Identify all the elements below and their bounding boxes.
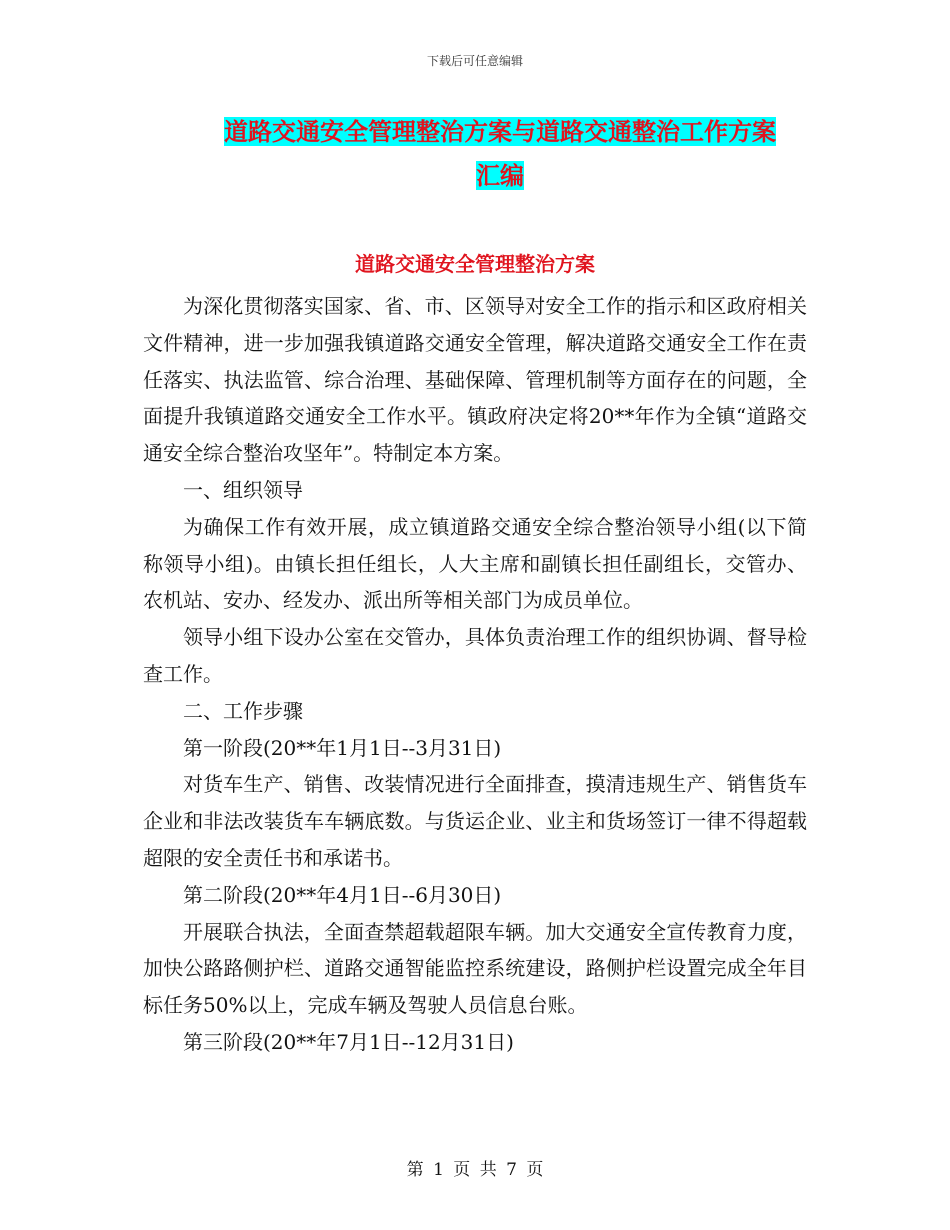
section-title: 道路交通安全管理整治方案 (355, 252, 595, 276)
stage-1-content: 对货车生产、销售、改装情况进行全面排查，摸清违规生产、销售货车企业和非法改装货车车辆底数。与货运企业、业主和货场签订一律不得超载超限的安全责任书和承诺书。 (143, 772, 807, 870)
stage-2-content: 开展联合执法，全面查禁超载超限车辆。加大交通安全宣传教育力度，加快公路路侧护栏、道路交通智能监控系统建设，路侧护栏设置完成全年目标任务50%以上，完成车辆及驾驶人员信息台账。 (143, 919, 807, 1018)
paragraph-intro: 为深化贯彻落实国家、省、市、区领导对安全工作的指示和区政府相关文件精神，进一步加强我镇道路交通安全管理，解决道路交通安全工作在责任落实、执法监管、综合治理、基础保障、管理机制等方面存在的问题，全面提升我镇道路交通安全工作水平。镇政府决定将20**年作为全镇“道路交通安全综合整治攻坚年”。特制定本方案。 (143, 294, 807, 466)
page-footer: 第 1 页 共 7 页 (406, 1160, 544, 1180)
document-title-line-1 (190, 112, 810, 152)
stage-2-heading: 第二阶段(20**年4月1日--6月30日) (183, 882, 502, 907)
paragraph-leading-group: 为确保工作有效开展，成立镇道路交通安全综合整治领导小组(以下简称领导小组)。由镇长担任组长，人大主席和副镇长担任副组长，交管办、农机站、安办、经发办、派出所等相关部门为成员单位。 (143, 514, 807, 613)
heading-work-steps: 二、工作步骤 (183, 698, 303, 723)
stage-3-heading: 第三阶段(20**年7月1日--12月31日) (183, 1029, 514, 1054)
document-title-text-2: 汇编 (476, 161, 524, 190)
document-title-text-1: 道路交通安全管理整治方案与道路交通整治工作方案 (224, 117, 776, 146)
paragraph-office: 领导小组下设办公室在交管办，具体负责治理工作的组织协调、督导检查工作。 (143, 625, 807, 686)
heading-organization: 一、组织领导 (183, 477, 303, 502)
page-header-note: 下载后可任意编辑 (426, 54, 523, 68)
document-body (143, 288, 807, 1061)
document-title-line-2 (190, 156, 810, 196)
stage-1-heading: 第一阶段(20**年1月1日--3月31日) (183, 735, 502, 760)
